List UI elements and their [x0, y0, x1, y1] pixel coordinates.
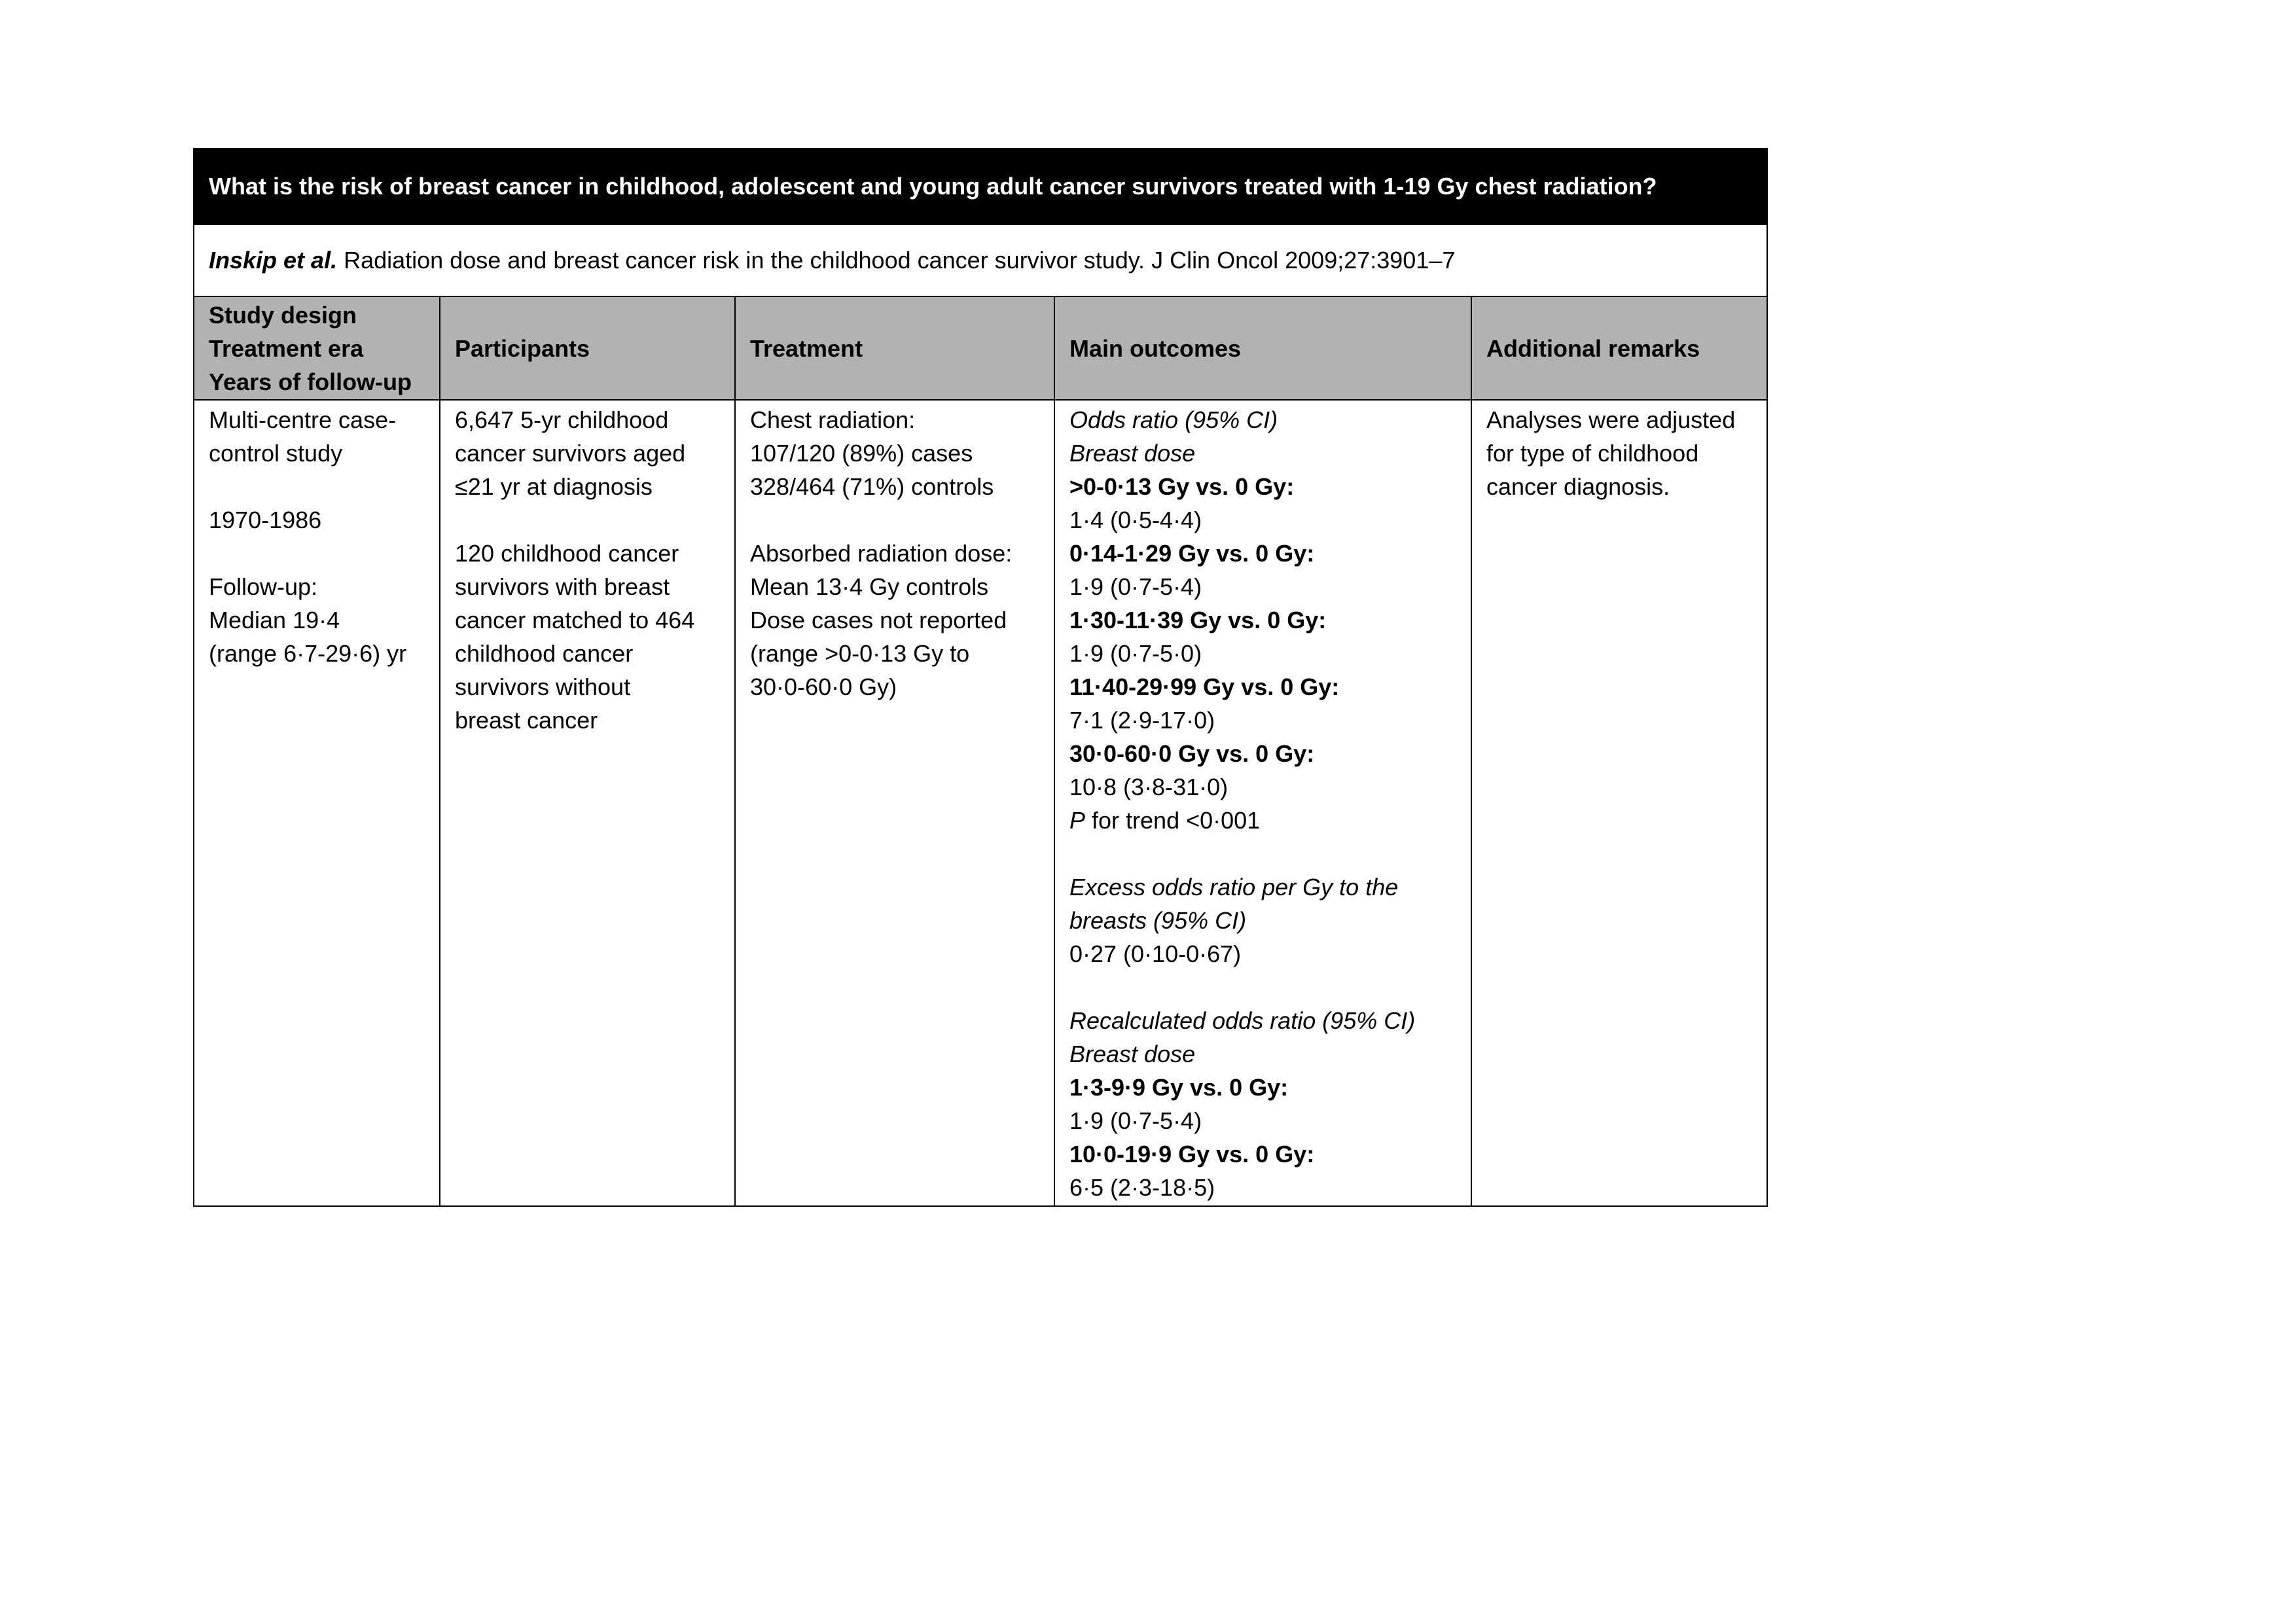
dose-band-value: 1·9 (0·7-5·4) — [1069, 573, 1202, 600]
dose-band-label: 1·30-11·39 Gy vs. 0 Gy: — [1069, 607, 1327, 633]
cell-treatment — [735, 400, 1054, 1206]
participants-text: childhood cancer — [455, 640, 634, 667]
table-row — [194, 400, 1767, 1206]
participants-text: breast cancer — [455, 707, 598, 734]
treatment-text: Chest radiation: — [750, 406, 916, 433]
trend-p-text: for trend <0·001 — [1085, 807, 1261, 834]
odds-ratio-heading: Odds ratio (95% CI) — [1069, 406, 1278, 433]
table-title: What is the risk of breast cancer in childhood, adolescent and young adult cancer survivors treated with 1-19 Gy chest radiation? — [194, 149, 1767, 224]
header-study-design-line: Study design — [209, 301, 357, 329]
excess-odds-heading: breasts (95% CI) — [1069, 907, 1247, 934]
followup-text: (range 6·7-29·6) yr — [209, 640, 407, 667]
trend-p-value — [1069, 804, 1465, 837]
cell-additional-remarks — [1471, 400, 1767, 1206]
cell-participants — [440, 400, 735, 1206]
participants-text: ≤21 yr at diagnosis — [455, 473, 653, 500]
participants-text: 6,647 5-yr childhood — [455, 406, 669, 433]
participants-text: cancer matched to 464 — [455, 607, 695, 633]
followup-text: Follow-up: — [209, 573, 318, 600]
participants-text: survivors with breast — [455, 573, 670, 600]
dose-band-label: 0·14-1·29 Gy vs. 0 Gy: — [1069, 540, 1315, 567]
header-participants: Participants — [440, 296, 735, 400]
design-text: Multi-centre case- — [209, 406, 397, 433]
excess-odds-heading: Excess odds ratio per Gy to the — [1069, 874, 1399, 901]
treatment-text: (range >0-0·13 Gy to — [750, 640, 970, 667]
recalculated-breast-dose-heading: Breast dose — [1069, 1041, 1196, 1067]
treatment-text: Dose cases not reported — [750, 607, 1007, 633]
remarks-text: cancer diagnosis. — [1486, 473, 1670, 500]
treatment-era: 1970-1986 — [209, 507, 322, 533]
treatment-text: Absorbed radiation dose: — [750, 540, 1013, 567]
header-main-outcomes: Main outcomes — [1054, 296, 1471, 400]
header-treatment: Treatment — [735, 296, 1054, 400]
dose-band-value: 7·1 (2·9-17·0) — [1069, 707, 1215, 734]
remarks-text: for type of childhood — [1486, 440, 1699, 467]
treatment-text: Mean 13·4 Gy controls — [750, 573, 989, 600]
treatment-text: 107/120 (89%) cases — [750, 440, 973, 467]
treatment-text: 328/464 (71%) controls — [750, 473, 994, 500]
dose-band-value: 1·9 (0·7-5·0) — [1069, 640, 1202, 667]
cell-main-outcomes — [1054, 400, 1471, 1206]
reference-author: Inskip et al. — [209, 247, 338, 274]
followup-text: Median 19·4 — [209, 607, 340, 633]
dose-band-label: 30·0-60·0 Gy vs. 0 Gy: — [1069, 740, 1315, 767]
recalc-band-label: 10·0-19·9 Gy vs. 0 Gy: — [1069, 1141, 1315, 1168]
header-row — [194, 296, 1767, 400]
treatment-text: 30·0-60·0 Gy) — [750, 673, 897, 700]
header-study-design — [194, 296, 440, 400]
recalc-band-value: 1·9 (0·7-5·4) — [1069, 1107, 1202, 1134]
participants-text: survivors without — [455, 673, 631, 700]
reference-row — [194, 224, 1767, 296]
dose-band-label: 11·40-29·99 Gy vs. 0 Gy: — [1069, 673, 1340, 700]
recalc-band-value: 6·5 (2·3-18·5) — [1069, 1174, 1215, 1201]
design-text: control study — [209, 440, 343, 467]
dose-band-value: 10·8 (3·8-31·0) — [1069, 774, 1229, 800]
header-additional-remarks: Additional remarks — [1471, 296, 1767, 400]
participants-text: 120 childhood cancer — [455, 540, 679, 567]
remarks-text: Analyses were adjusted — [1486, 406, 1736, 433]
recalc-band-label: 1·3-9·9 Gy vs. 0 Gy: — [1069, 1074, 1289, 1101]
breast-dose-heading: Breast dose — [1069, 440, 1196, 467]
header-treatment-era-line: Treatment era — [209, 334, 364, 362]
cell-study-design — [194, 400, 440, 1206]
trend-p-symbol: P — [1069, 807, 1086, 834]
dose-band-label: >0-0·13 Gy vs. 0 Gy: — [1069, 473, 1295, 500]
participants-text: cancer survivors aged — [455, 440, 686, 467]
reference-citation: Radiation dose and breast cancer risk in the childhood cancer survivor study. J Clin Oncol 2009;27:3901–7 — [337, 247, 1456, 274]
evidence-table — [193, 148, 1768, 1207]
recalculated-odds-heading: Recalculated odds ratio (95% CI) — [1069, 1007, 1416, 1034]
excess-odds-value: 0·27 (0·10-0·67) — [1069, 940, 1242, 967]
dose-band-value: 1·4 (0·5-4·4) — [1069, 507, 1202, 533]
header-followup-line: Years of follow-up — [209, 368, 412, 395]
